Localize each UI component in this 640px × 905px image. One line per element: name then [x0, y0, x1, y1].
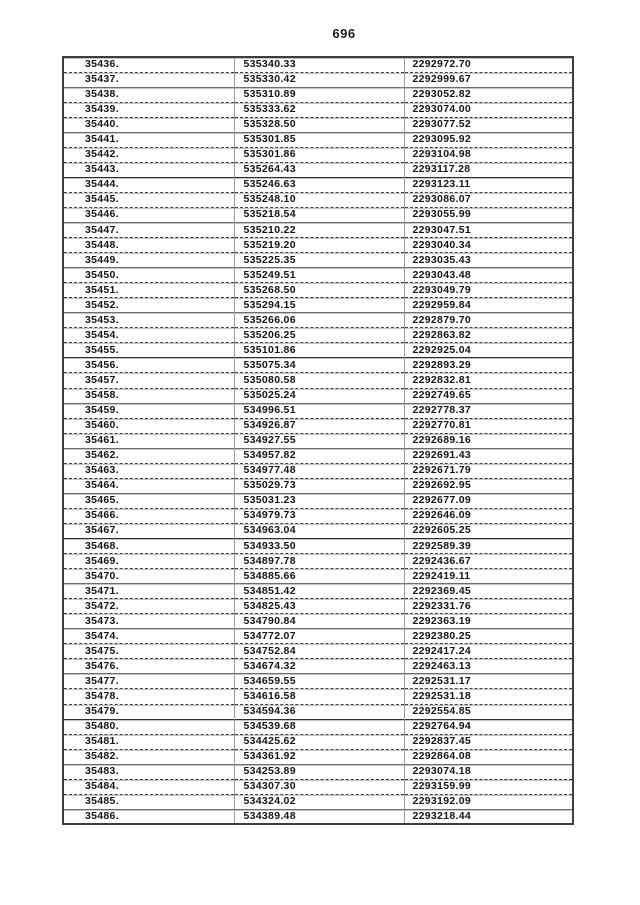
table-row: [63, 418, 573, 433]
table-row: [63, 448, 573, 463]
northing-cell: 2293052.82: [404, 87, 573, 102]
table-row: [63, 162, 573, 177]
table-row: [63, 268, 573, 283]
northing-cell: 2293055.99: [404, 207, 573, 222]
northing-cell: 2292864.08: [404, 749, 573, 764]
table-row: [63, 343, 573, 358]
easting-cell: 534957.82: [234, 448, 404, 463]
table-row: [63, 749, 573, 764]
northing-cell: 2293159.99: [404, 779, 573, 794]
easting-cell: 534752.84: [234, 644, 404, 659]
easting-cell: 535310.89: [234, 87, 404, 102]
point-id-cell: 35482.: [63, 749, 234, 764]
easting-cell: 534996.51: [234, 403, 404, 418]
easting-cell: 534963.04: [234, 523, 404, 538]
northing-cell: 2293123.11: [404, 177, 573, 192]
table-row: [63, 328, 573, 343]
northing-cell: 2292436.67: [404, 554, 573, 569]
point-id-cell: 35477.: [63, 674, 234, 689]
northing-cell: 2292605.25: [404, 523, 573, 538]
point-id-cell: 35459.: [63, 403, 234, 418]
easting-cell: 535025.24: [234, 388, 404, 403]
point-id-cell: 35449.: [63, 253, 234, 268]
northing-cell: 2292331.76: [404, 599, 573, 614]
point-id-cell: 35465.: [63, 493, 234, 508]
table-row: [63, 554, 573, 569]
easting-cell: 535266.06: [234, 313, 404, 328]
point-id-cell: 35466.: [63, 508, 234, 523]
table-row: [63, 403, 573, 418]
easting-cell: 534979.73: [234, 508, 404, 523]
northing-cell: 2292554.85: [404, 704, 573, 719]
northing-cell: 2292677.09: [404, 493, 573, 508]
point-id-cell: 35457.: [63, 373, 234, 388]
northing-cell: 2292531.18: [404, 689, 573, 704]
table-row: [63, 87, 573, 102]
point-id-cell: 35452.: [63, 298, 234, 313]
northing-cell: 2292778.37: [404, 403, 573, 418]
table-row: [63, 809, 573, 824]
table-row: [63, 478, 573, 493]
point-id-cell: 35473.: [63, 614, 234, 629]
point-id-cell: 35463.: [63, 463, 234, 478]
point-id-cell: 35475.: [63, 644, 234, 659]
easting-cell: 534927.55: [234, 433, 404, 448]
easting-cell: 534389.48: [234, 809, 404, 824]
easting-cell: 535294.15: [234, 298, 404, 313]
point-id-cell: 35456.: [63, 358, 234, 373]
table-row: [63, 599, 573, 614]
easting-cell: 535225.35: [234, 253, 404, 268]
northing-cell: 2292531.17: [404, 674, 573, 689]
point-id-cell: 35472.: [63, 599, 234, 614]
northing-cell: 2292925.04: [404, 343, 573, 358]
table-row: [63, 117, 573, 132]
point-id-cell: 35453.: [63, 313, 234, 328]
table-row: [63, 147, 573, 162]
table-row: [63, 734, 573, 749]
northing-cell: 2292764.94: [404, 719, 573, 734]
point-id-cell: 35481.: [63, 734, 234, 749]
table-body: [63, 57, 573, 824]
point-id-cell: 35480.: [63, 719, 234, 734]
point-id-cell: 35460.: [63, 418, 234, 433]
easting-cell: 534425.62: [234, 734, 404, 749]
point-id-cell: 35455.: [63, 343, 234, 358]
point-id-cell: 35445.: [63, 192, 234, 207]
northing-cell: 2292863.82: [404, 328, 573, 343]
northing-cell: 2292959.84: [404, 298, 573, 313]
table-row: [63, 283, 573, 298]
easting-cell: 535210.22: [234, 223, 404, 238]
easting-cell: 534616.58: [234, 689, 404, 704]
point-id-cell: 35450.: [63, 268, 234, 283]
northing-cell: 2292363.19: [404, 614, 573, 629]
table-row: [63, 358, 573, 373]
easting-cell: 534885.66: [234, 569, 404, 584]
point-id-cell: 35458.: [63, 388, 234, 403]
table-row: [63, 629, 573, 644]
easting-cell: 535101.86: [234, 343, 404, 358]
table-row: [63, 689, 573, 704]
table-row: [63, 493, 573, 508]
table-row: [63, 177, 573, 192]
point-id-cell: 35451.: [63, 283, 234, 298]
easting-cell: 534772.07: [234, 629, 404, 644]
table-row: [63, 433, 573, 448]
easting-cell: 535218.54: [234, 207, 404, 222]
northing-cell: 2293095.92: [404, 132, 573, 147]
table-row: [63, 192, 573, 207]
northing-cell: 2293086.07: [404, 192, 573, 207]
table-row: [63, 57, 573, 72]
easting-cell: 535301.86: [234, 147, 404, 162]
easting-cell: 534253.89: [234, 764, 404, 779]
northing-cell: 2293035.43: [404, 253, 573, 268]
easting-cell: 534307.30: [234, 779, 404, 794]
northing-cell: 2292893.29: [404, 358, 573, 373]
northing-cell: 2292369.45: [404, 584, 573, 599]
easting-cell: 534674.32: [234, 659, 404, 674]
northing-cell: 2293049.79: [404, 283, 573, 298]
easting-cell: 534897.78: [234, 554, 404, 569]
point-id-cell: 35439.: [63, 102, 234, 117]
northing-cell: 2292419.11: [404, 569, 573, 584]
northing-cell: 2293218.44: [404, 809, 573, 824]
point-id-cell: 35446.: [63, 207, 234, 222]
easting-cell: 535340.33: [234, 57, 404, 72]
point-id-cell: 35437.: [63, 72, 234, 87]
easting-cell: 534659.55: [234, 674, 404, 689]
point-id-cell: 35467.: [63, 523, 234, 538]
table-row: [63, 644, 573, 659]
easting-cell: 534361.92: [234, 749, 404, 764]
table-row: [63, 794, 573, 809]
northing-cell: 2292832.81: [404, 373, 573, 388]
northing-cell: 2292589.39: [404, 539, 573, 554]
point-id-cell: 35441.: [63, 132, 234, 147]
easting-cell: 534825.43: [234, 599, 404, 614]
point-id-cell: 35436.: [63, 57, 234, 72]
northing-cell: 2292770.81: [404, 418, 573, 433]
northing-cell: 2292689.16: [404, 433, 573, 448]
point-id-cell: 35483.: [63, 764, 234, 779]
page-number: 696: [332, 26, 356, 41]
point-id-cell: 35440.: [63, 117, 234, 132]
northing-cell: 2293192.09: [404, 794, 573, 809]
point-id-cell: 35486.: [63, 809, 234, 824]
table-row: [63, 313, 573, 328]
point-id-cell: 35485.: [63, 794, 234, 809]
northing-cell: 2292999.67: [404, 72, 573, 87]
table-row: [63, 102, 573, 117]
point-id-cell: 35471.: [63, 584, 234, 599]
northing-cell: 2293117.28: [404, 162, 573, 177]
easting-cell: 534790.84: [234, 614, 404, 629]
point-id-cell: 35462.: [63, 448, 234, 463]
northing-cell: 2293074.18: [404, 764, 573, 779]
northing-cell: 2292417.24: [404, 644, 573, 659]
table-row: [63, 674, 573, 689]
northing-cell: 2292691.43: [404, 448, 573, 463]
point-id-cell: 35474.: [63, 629, 234, 644]
easting-cell: 534594.36: [234, 704, 404, 719]
point-id-cell: 35484.: [63, 779, 234, 794]
coordinate-table: [62, 56, 574, 825]
table-row: [63, 463, 573, 478]
easting-cell: 535246.63: [234, 177, 404, 192]
easting-cell: 534926.87: [234, 418, 404, 433]
easting-cell: 535206.25: [234, 328, 404, 343]
easting-cell: 535328.50: [234, 117, 404, 132]
easting-cell: 535075.34: [234, 358, 404, 373]
table-row: [63, 72, 573, 87]
easting-cell: 534851.42: [234, 584, 404, 599]
northing-cell: 2292879.70: [404, 313, 573, 328]
point-id-cell: 35461.: [63, 433, 234, 448]
table-row: [63, 373, 573, 388]
point-id-cell: 35438.: [63, 87, 234, 102]
northing-cell: 2292837.45: [404, 734, 573, 749]
northing-cell: 2293077.52: [404, 117, 573, 132]
northing-cell: 2292646.09: [404, 508, 573, 523]
point-id-cell: 35442.: [63, 147, 234, 162]
northing-cell: 2292749.65: [404, 388, 573, 403]
northing-cell: 2292380.25: [404, 629, 573, 644]
easting-cell: 535264.43: [234, 162, 404, 177]
table-row: [63, 584, 573, 599]
easting-cell: 535080.58: [234, 373, 404, 388]
northing-cell: 2293040.34: [404, 238, 573, 253]
easting-cell: 534539.68: [234, 719, 404, 734]
table-row: [63, 223, 573, 238]
point-id-cell: 35468.: [63, 539, 234, 554]
point-id-cell: 35454.: [63, 328, 234, 343]
northing-cell: 2292692.95: [404, 478, 573, 493]
point-id-cell: 35469.: [63, 554, 234, 569]
northing-cell: 2293043.48: [404, 268, 573, 283]
table-row: [63, 388, 573, 403]
table-row: [63, 238, 573, 253]
point-id-cell: 35448.: [63, 238, 234, 253]
table-row: [63, 569, 573, 584]
table-row: [63, 253, 573, 268]
table-row: [63, 614, 573, 629]
easting-cell: 535249.51: [234, 268, 404, 283]
table-row: [63, 523, 573, 538]
table-row: [63, 704, 573, 719]
point-id-cell: 35444.: [63, 177, 234, 192]
northing-cell: 2293074.00: [404, 102, 573, 117]
point-id-cell: 35443.: [63, 162, 234, 177]
table-row: [63, 508, 573, 523]
easting-cell: 535333.62: [234, 102, 404, 117]
easting-cell: 535330.42: [234, 72, 404, 87]
point-id-cell: 35447.: [63, 223, 234, 238]
northing-cell: 2293104.98: [404, 147, 573, 162]
table-row: [63, 659, 573, 674]
easting-cell: 535029.73: [234, 478, 404, 493]
table-row: [63, 207, 573, 222]
point-id-cell: 35476.: [63, 659, 234, 674]
table-row: [63, 719, 573, 734]
point-id-cell: 35479.: [63, 704, 234, 719]
easting-cell: 535301.85: [234, 132, 404, 147]
table-row: [63, 539, 573, 554]
point-id-cell: 35464.: [63, 478, 234, 493]
easting-cell: 534933.50: [234, 539, 404, 554]
easting-cell: 535248.10: [234, 192, 404, 207]
point-id-cell: 35478.: [63, 689, 234, 704]
northing-cell: 2292972.70: [404, 57, 573, 72]
northing-cell: 2292463.13: [404, 659, 573, 674]
easting-cell: 535219.20: [234, 238, 404, 253]
table-row: [63, 132, 573, 147]
table-row: [63, 764, 573, 779]
easting-cell: 534324.02: [234, 794, 404, 809]
table-row: [63, 779, 573, 794]
northing-cell: 2292671.79: [404, 463, 573, 478]
table-row: [63, 298, 573, 313]
northing-cell: 2293047.51: [404, 223, 573, 238]
easting-cell: 535031.23: [234, 493, 404, 508]
easting-cell: 534977.48: [234, 463, 404, 478]
easting-cell: 535268.50: [234, 283, 404, 298]
point-id-cell: 35470.: [63, 569, 234, 584]
